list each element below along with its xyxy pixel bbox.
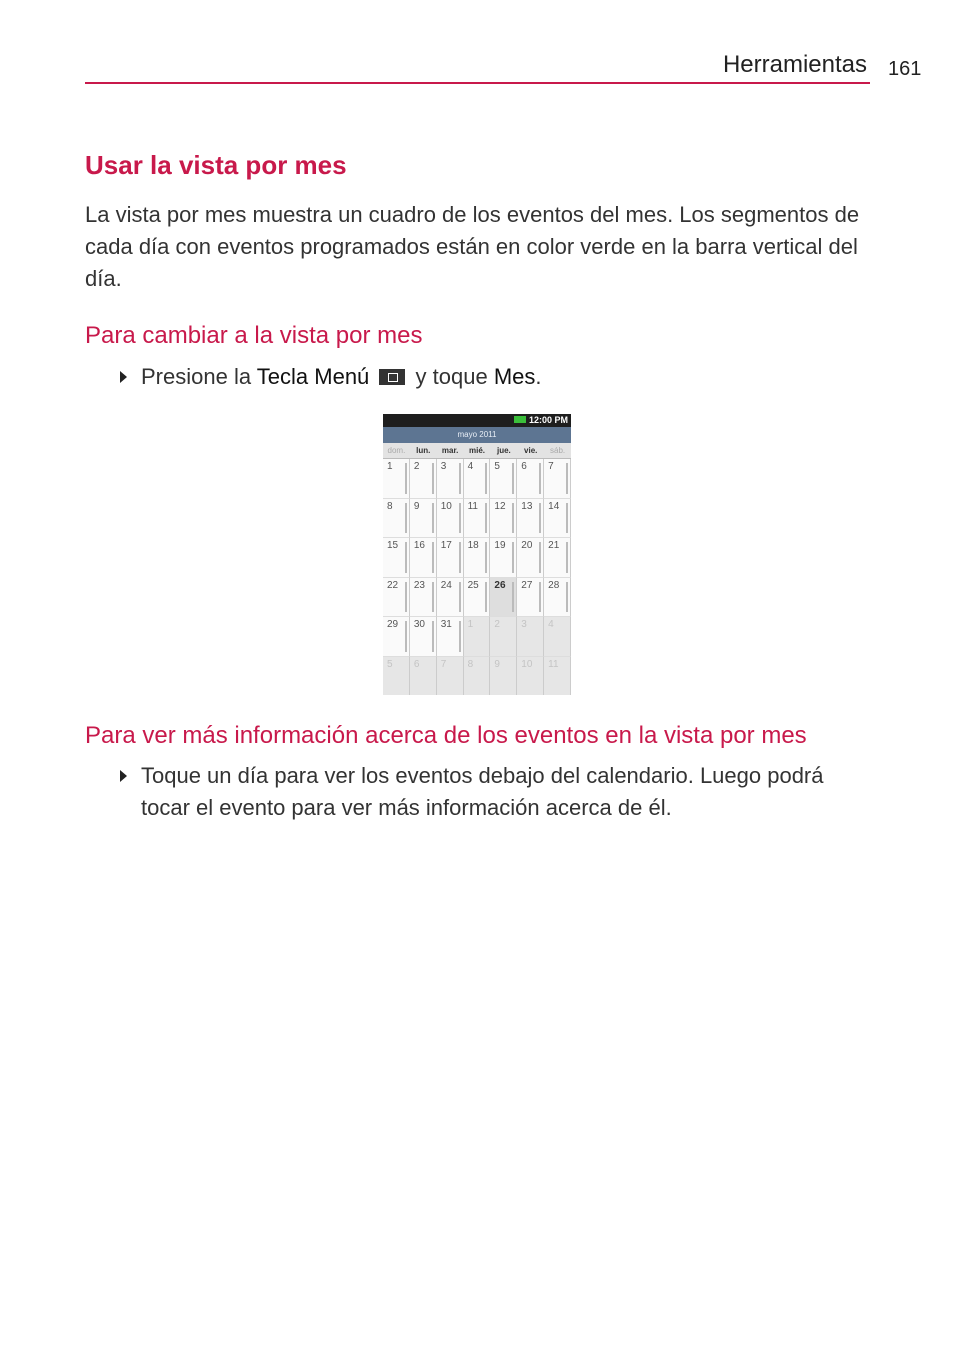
bullet-triangle-icon bbox=[120, 770, 127, 782]
step-text: y toque bbox=[409, 364, 494, 389]
status-time: 12:00 PM bbox=[528, 415, 568, 425]
month-grid bbox=[383, 459, 571, 695]
day-cell[interactable]: 1 bbox=[383, 459, 410, 499]
subsection-title-change-view: Para cambiar a la vista por mes bbox=[85, 322, 423, 349]
page-number: 161 bbox=[888, 58, 922, 80]
day-cell[interactable]: 8 bbox=[464, 657, 491, 696]
day-cell[interactable]: 4 bbox=[464, 459, 491, 499]
day-cell[interactable]: 27 bbox=[517, 578, 544, 618]
day-cell[interactable]: 22 bbox=[383, 578, 410, 618]
bullet-triangle-icon bbox=[120, 371, 127, 383]
day-cell[interactable]: 28 bbox=[544, 578, 571, 618]
day-cell[interactable]: 5 bbox=[383, 657, 410, 696]
day-cell[interactable]: 5 bbox=[490, 459, 517, 499]
header-section: Herramientas bbox=[722, 51, 867, 78]
subsection-title-more-info: Para ver más información acerca de los eventos en la vista por mes bbox=[85, 722, 807, 749]
step-text: Presione la bbox=[141, 364, 257, 389]
day-cell[interactable]: 7 bbox=[437, 657, 464, 696]
day-cell[interactable]: 31 bbox=[437, 617, 464, 657]
day-cell[interactable]: 2 bbox=[410, 459, 437, 499]
weekday-label: sáb. bbox=[550, 446, 566, 455]
weekday-header bbox=[383, 443, 571, 459]
intro-paragraph: La vista por mes muestra un cuadro de los eventos del mes. Los segmentos de cada día con eventos programados están en color verde en la barra vertical del día. bbox=[85, 202, 860, 291]
day-cell[interactable]: 24 bbox=[437, 578, 464, 618]
weekday-label: dom. bbox=[387, 446, 406, 455]
day-cell[interactable]: 16 bbox=[410, 538, 437, 578]
weekday-label: mié. bbox=[469, 446, 486, 455]
day-cell[interactable]: 25 bbox=[464, 578, 491, 618]
day-cell[interactable]: 4 bbox=[544, 617, 571, 657]
day-cell[interactable]: 20 bbox=[517, 538, 544, 578]
day-cell[interactable]: 15 bbox=[383, 538, 410, 578]
day-cell[interactable]: 1 bbox=[464, 617, 491, 657]
day-cell[interactable]: 17 bbox=[437, 538, 464, 578]
menu-key-label: Tecla Menú bbox=[256, 364, 370, 389]
weekday-label: mar. bbox=[441, 446, 459, 455]
day-cell[interactable]: 9 bbox=[410, 499, 437, 539]
calendar-screenshot bbox=[383, 414, 571, 695]
day-cell[interactable]: 21 bbox=[544, 538, 571, 578]
day-cell[interactable]: 23 bbox=[410, 578, 437, 618]
day-cell[interactable]: 8 bbox=[383, 499, 410, 539]
day-cell[interactable]: 12 bbox=[490, 499, 517, 539]
day-cell[interactable]: 29 bbox=[383, 617, 410, 657]
step-text: Toque un día para ver los eventos debajo del calendario. Luego podrá tocar el evento para ver más información acerca de él. bbox=[141, 763, 824, 820]
day-cell[interactable]: 3 bbox=[437, 459, 464, 499]
day-cell[interactable]: 6 bbox=[410, 657, 437, 696]
month-option-label: Mes bbox=[493, 364, 536, 389]
step-change-view bbox=[120, 361, 542, 393]
status-bar bbox=[383, 414, 571, 427]
day-cell[interactable]: 9 bbox=[490, 657, 517, 696]
day-cell[interactable]: 30 bbox=[410, 617, 437, 657]
section-title: Usar la vista por mes bbox=[85, 150, 347, 180]
day-cell[interactable]: 10 bbox=[437, 499, 464, 539]
day-cell[interactable]: 18 bbox=[464, 538, 491, 578]
weekday-label: jue. bbox=[496, 446, 511, 455]
day-cell[interactable]: 3 bbox=[517, 617, 544, 657]
month-title: mayo 2011 bbox=[383, 427, 571, 443]
day-cell[interactable]: 11 bbox=[464, 499, 491, 539]
day-cell[interactable]: 6 bbox=[517, 459, 544, 499]
running-header bbox=[85, 50, 870, 84]
weekday-label: vie. bbox=[524, 446, 538, 455]
step-more-info bbox=[120, 760, 860, 824]
menu-key-icon bbox=[379, 369, 405, 385]
weekday-label: lun. bbox=[416, 446, 431, 455]
day-cell[interactable]: 13 bbox=[517, 499, 544, 539]
day-cell[interactable]: 2 bbox=[490, 617, 517, 657]
day-cell[interactable]: 14 bbox=[544, 499, 571, 539]
day-cell[interactable]: 19 bbox=[490, 538, 517, 578]
step-text: . bbox=[535, 364, 542, 389]
battery-icon bbox=[514, 416, 526, 423]
day-cell[interactable]: 7 bbox=[544, 459, 571, 499]
day-cell[interactable]: 11 bbox=[544, 657, 571, 696]
day-cell[interactable]: 10 bbox=[517, 657, 544, 696]
day-cell[interactable]: 26 bbox=[490, 578, 517, 618]
